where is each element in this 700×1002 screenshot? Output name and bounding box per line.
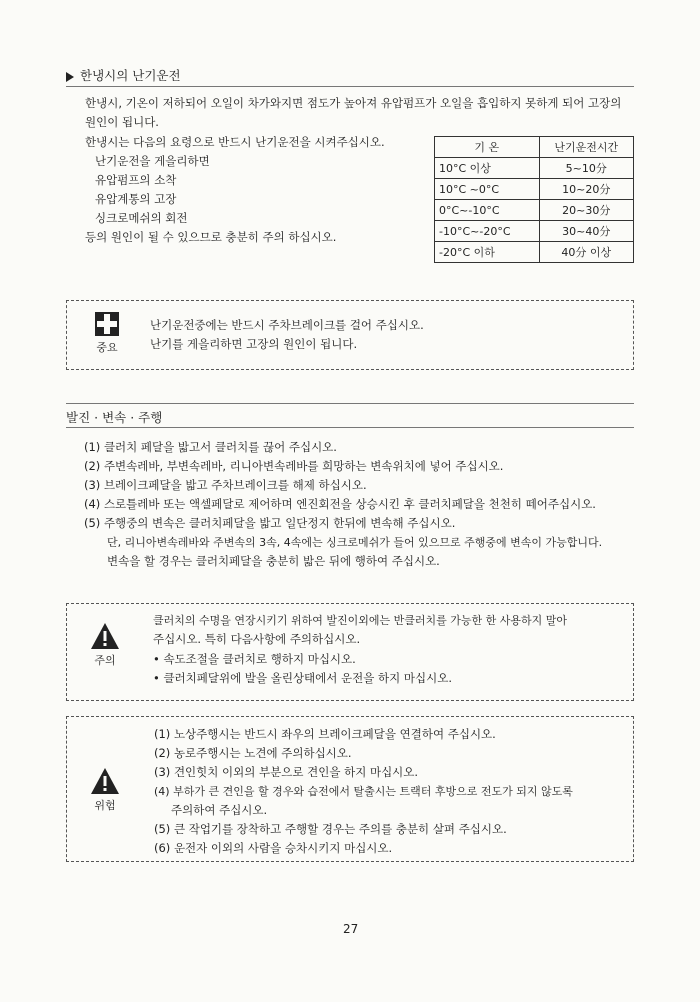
important-label: 중요 <box>96 341 118 354</box>
table-row <box>435 242 634 263</box>
table-row <box>435 221 634 242</box>
procedure-item: (1) 클러치 페달을 밟고서 클러치를 끊어 주십시오. <box>84 440 337 454</box>
caution-bullet: • 속도조절을 클러치로 행하지 마십시오. <box>153 652 356 666</box>
paragraph-line: 등의 원인이 될 수 있으므로 충분히 주의 하십시오. <box>85 230 337 244</box>
section-heading-cold-warmup: 한냉시의 난기운전 <box>66 66 181 84</box>
section-heading-start-shift-drive: 발진 · 변속 · 주행 <box>66 410 163 425</box>
danger-item: (3) 견인힛치 이외의 부분으로 견인을 하지 마십시오. <box>154 765 419 779</box>
warmup-time-table <box>434 136 634 263</box>
paragraph-line: 원인이 됩니다. <box>85 115 159 129</box>
danger-item: (5) 큰 작업기를 장착하고 주행할 경우는 주의를 충분히 살펴 주십시오. <box>154 822 507 836</box>
paragraph-line: 한냉시, 기온이 저하되어 오일이 차가와지면 점도가 높아져 유압펌프가 오일을 흡입하지 못하게 되어 고장의 <box>85 96 622 110</box>
important-notice-box <box>66 300 634 370</box>
caution-icon-group <box>85 622 125 668</box>
important-icon-group <box>87 311 127 355</box>
procedure-note: 변속을 할 경우는 클러치페달을 충분히 밟은 뒤에 행하여 주십시오. <box>107 554 440 568</box>
danger-item: (4) 부하가 큰 견인을 할 경우와 습전에서 탈출시는 트랙터 후방으로 전도가 되지 않도록 <box>154 785 573 798</box>
section-divider <box>66 427 634 428</box>
table-cell: -10°C~-20°C <box>435 221 540 242</box>
table-cell: 10~20分 <box>539 179 633 200</box>
table-cell: 10°C ~0°C <box>435 179 540 200</box>
procedure-item: (4) 스로틀레바 또는 액셀페달로 제어하며 엔진회전을 상승시킨 후 클러치페달을 천천히 떼어주십시오. <box>84 497 596 511</box>
danger-notice-box <box>66 716 634 862</box>
cause-item: 난기운전을 게을리하면 <box>95 154 210 168</box>
section-divider <box>66 86 634 87</box>
cause-item: 싱크로메쉬의 회전 <box>95 211 188 225</box>
danger-item: (1) 노상주행시는 반드시 좌우의 브레이크페달을 연결하여 주십시오. <box>154 727 496 741</box>
danger-item: (6) 운전자 이외의 사람을 승차시키지 마십시오. <box>154 841 393 855</box>
table-header-cell: 기 온 <box>435 137 540 158</box>
warning-triangle-icon <box>90 622 120 650</box>
caution-notice-box <box>66 603 634 701</box>
table-row <box>435 179 634 200</box>
table-cell: 40分 이상 <box>539 242 633 263</box>
caution-line: 주십시오. 특히 다음사항에 주의하십시오. <box>153 632 361 646</box>
procedure-item: (2) 주변속레바, 부변속레바, 리니아변속레바를 희망하는 변속위치에 넣어 주십시오. <box>84 459 504 473</box>
caution-bullet: • 클러치페달위에 발을 올린상태에서 운전을 하지 마십시오. <box>153 671 452 685</box>
important-line: 난기를 게을리하면 고장의 원인이 됩니다. <box>150 337 358 351</box>
table-cell: 0°C~-10°C <box>435 200 540 221</box>
important-cross-icon <box>94 311 120 337</box>
procedure-note: 단, 리니아변속레바와 주변속의 3속, 4속에는 싱크로메쉬가 들어 있으므로 주행중에 변속이 가능합니다. <box>107 536 603 549</box>
table-row <box>435 200 634 221</box>
table-cell: 30~40分 <box>539 221 633 242</box>
cause-item: 유압펌프의 소착 <box>95 173 177 187</box>
triangle-bullet-icon <box>66 72 74 82</box>
section-divider <box>66 403 634 404</box>
procedure-item: (3) 브레이크페달을 밟고 주차브레이크를 해제 하십시오. <box>84 478 367 492</box>
danger-label: 위험 <box>94 799 116 812</box>
danger-item: 주의하여 주십시오. <box>171 803 268 817</box>
table-cell: -20°C 이하 <box>435 242 540 263</box>
caution-line: 클러치의 수명을 연장시키기 위하여 발진이외에는 반클러치를 가능한 한 사용하지 말아 <box>153 614 568 627</box>
paragraph-line: 한냉시는 다음의 요령으로 반드시 난기운전을 시켜주십시오. <box>85 135 385 149</box>
danger-triangle-icon <box>90 767 120 795</box>
table-header-cell: 난기운전시간 <box>539 137 633 158</box>
page-number: 27 <box>343 922 359 936</box>
procedure-item: (5) 주행중의 변속은 클러치페달을 밟고 일단정지 한뒤에 변속해 주십시오. <box>84 516 456 530</box>
table-cell: 10°C 이상 <box>435 158 540 179</box>
table-cell: 5~10分 <box>539 158 633 179</box>
danger-item: (2) 농로주행시는 노견에 주의하십시오. <box>154 746 352 760</box>
table-cell: 20~30分 <box>539 200 633 221</box>
important-line: 난기운전중에는 반드시 주차브레이크를 걸어 주십시오. <box>150 318 424 332</box>
danger-icon-group <box>85 767 125 813</box>
caution-label: 주의 <box>94 654 116 667</box>
table-row <box>435 158 634 179</box>
cause-item: 유압계통의 고장 <box>95 192 177 206</box>
table-header-row <box>435 137 634 158</box>
